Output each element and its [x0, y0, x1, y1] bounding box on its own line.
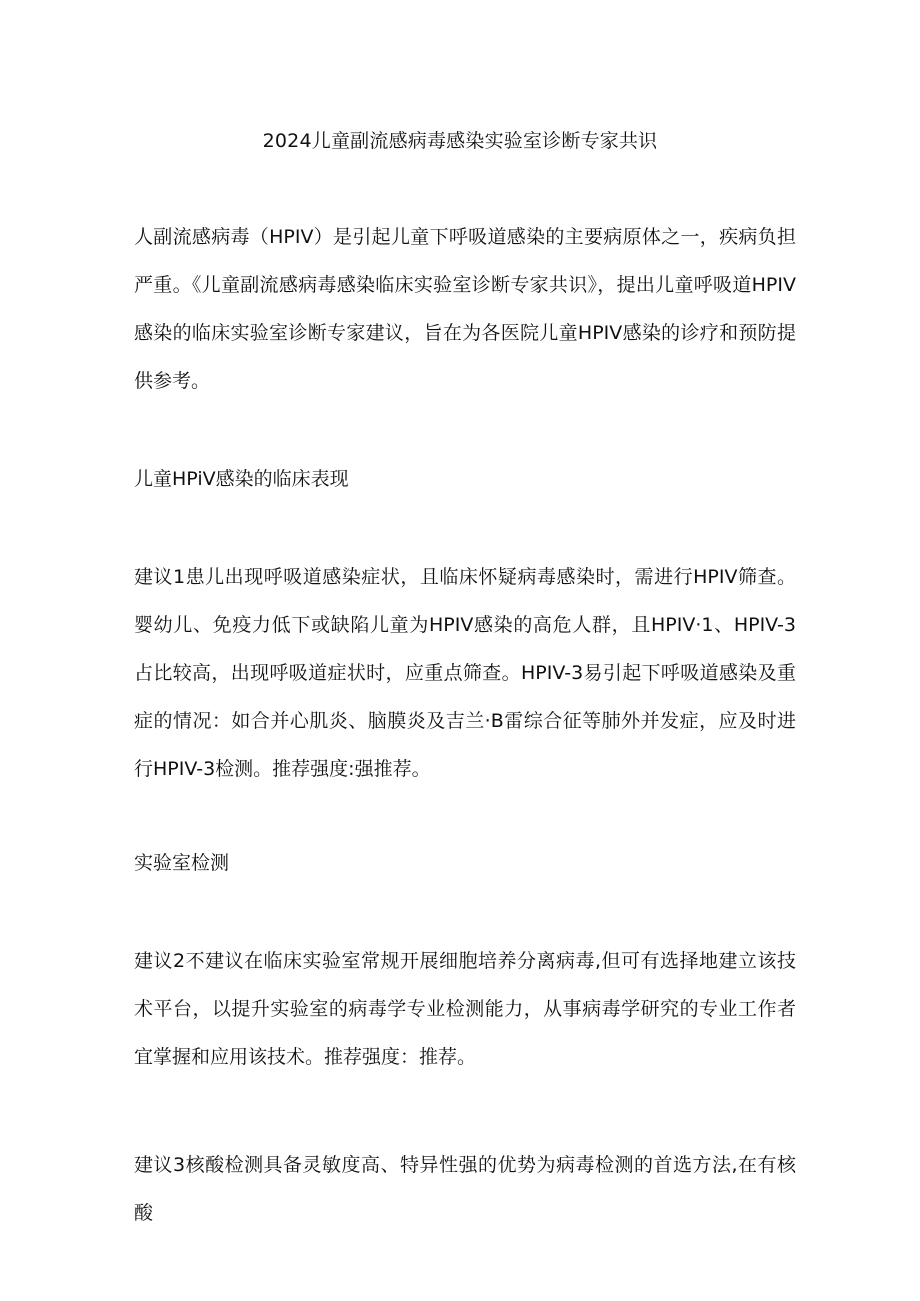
intro-paragraph: 人副流感病毒（HPIV）是引起儿童下呼吸道感染的主要病原体之一，疾病负担严重。《儿童副流感病毒感染临床实验室诊断专家共识》，提出儿童呼吸道HPIV感染的临床实验室诊断专家建议，旨在为各医院儿童HPIV感染的诊疗和预防提供参考。 [134, 226, 796, 392]
recommendation-2-paragraph: 建议2不建议在临床实验室常规开展细胞培养分离病毒,但可有选择地建立该技术平台，以提升实验室的病毒学专业检测能力，从事病毒学研究的专业工作者宜掌握和应用该技术。推荐强度：推荐。 [134, 950, 796, 1068]
document-title: 2024儿童副流感病毒感染实验室诊断专家共识 [262, 130, 658, 152]
section-heading-clinical: 儿童HPiV感染的临床表现 [134, 468, 349, 490]
section-heading-lab: 实验室检测 [134, 852, 230, 874]
recommendation-3-paragraph: 建议3核酸检测具备灵敏度高、特异性强的优势为病毒检测的首选方法,在有核酸 [134, 1154, 796, 1224]
recommendation-1-paragraph: 建议1患儿出现呼吸道感染症状，且临床怀疑病毒感染时，需进行HPIV筛查。婴幼儿、免疫力低下或缺陷儿童为HPIV感染的高危人群，且HPIV·1、HPIV-3占比较高，出现呼吸道症状时，应重点筛查。HPIV-3易引起下呼吸道感染及重症的情况：如合并心肌炎、脑膜炎及吉兰·B雷综合征等肺外并发症，应及时进行HPIV-3检测。推荐强度:强推荐。 [134, 566, 796, 780]
